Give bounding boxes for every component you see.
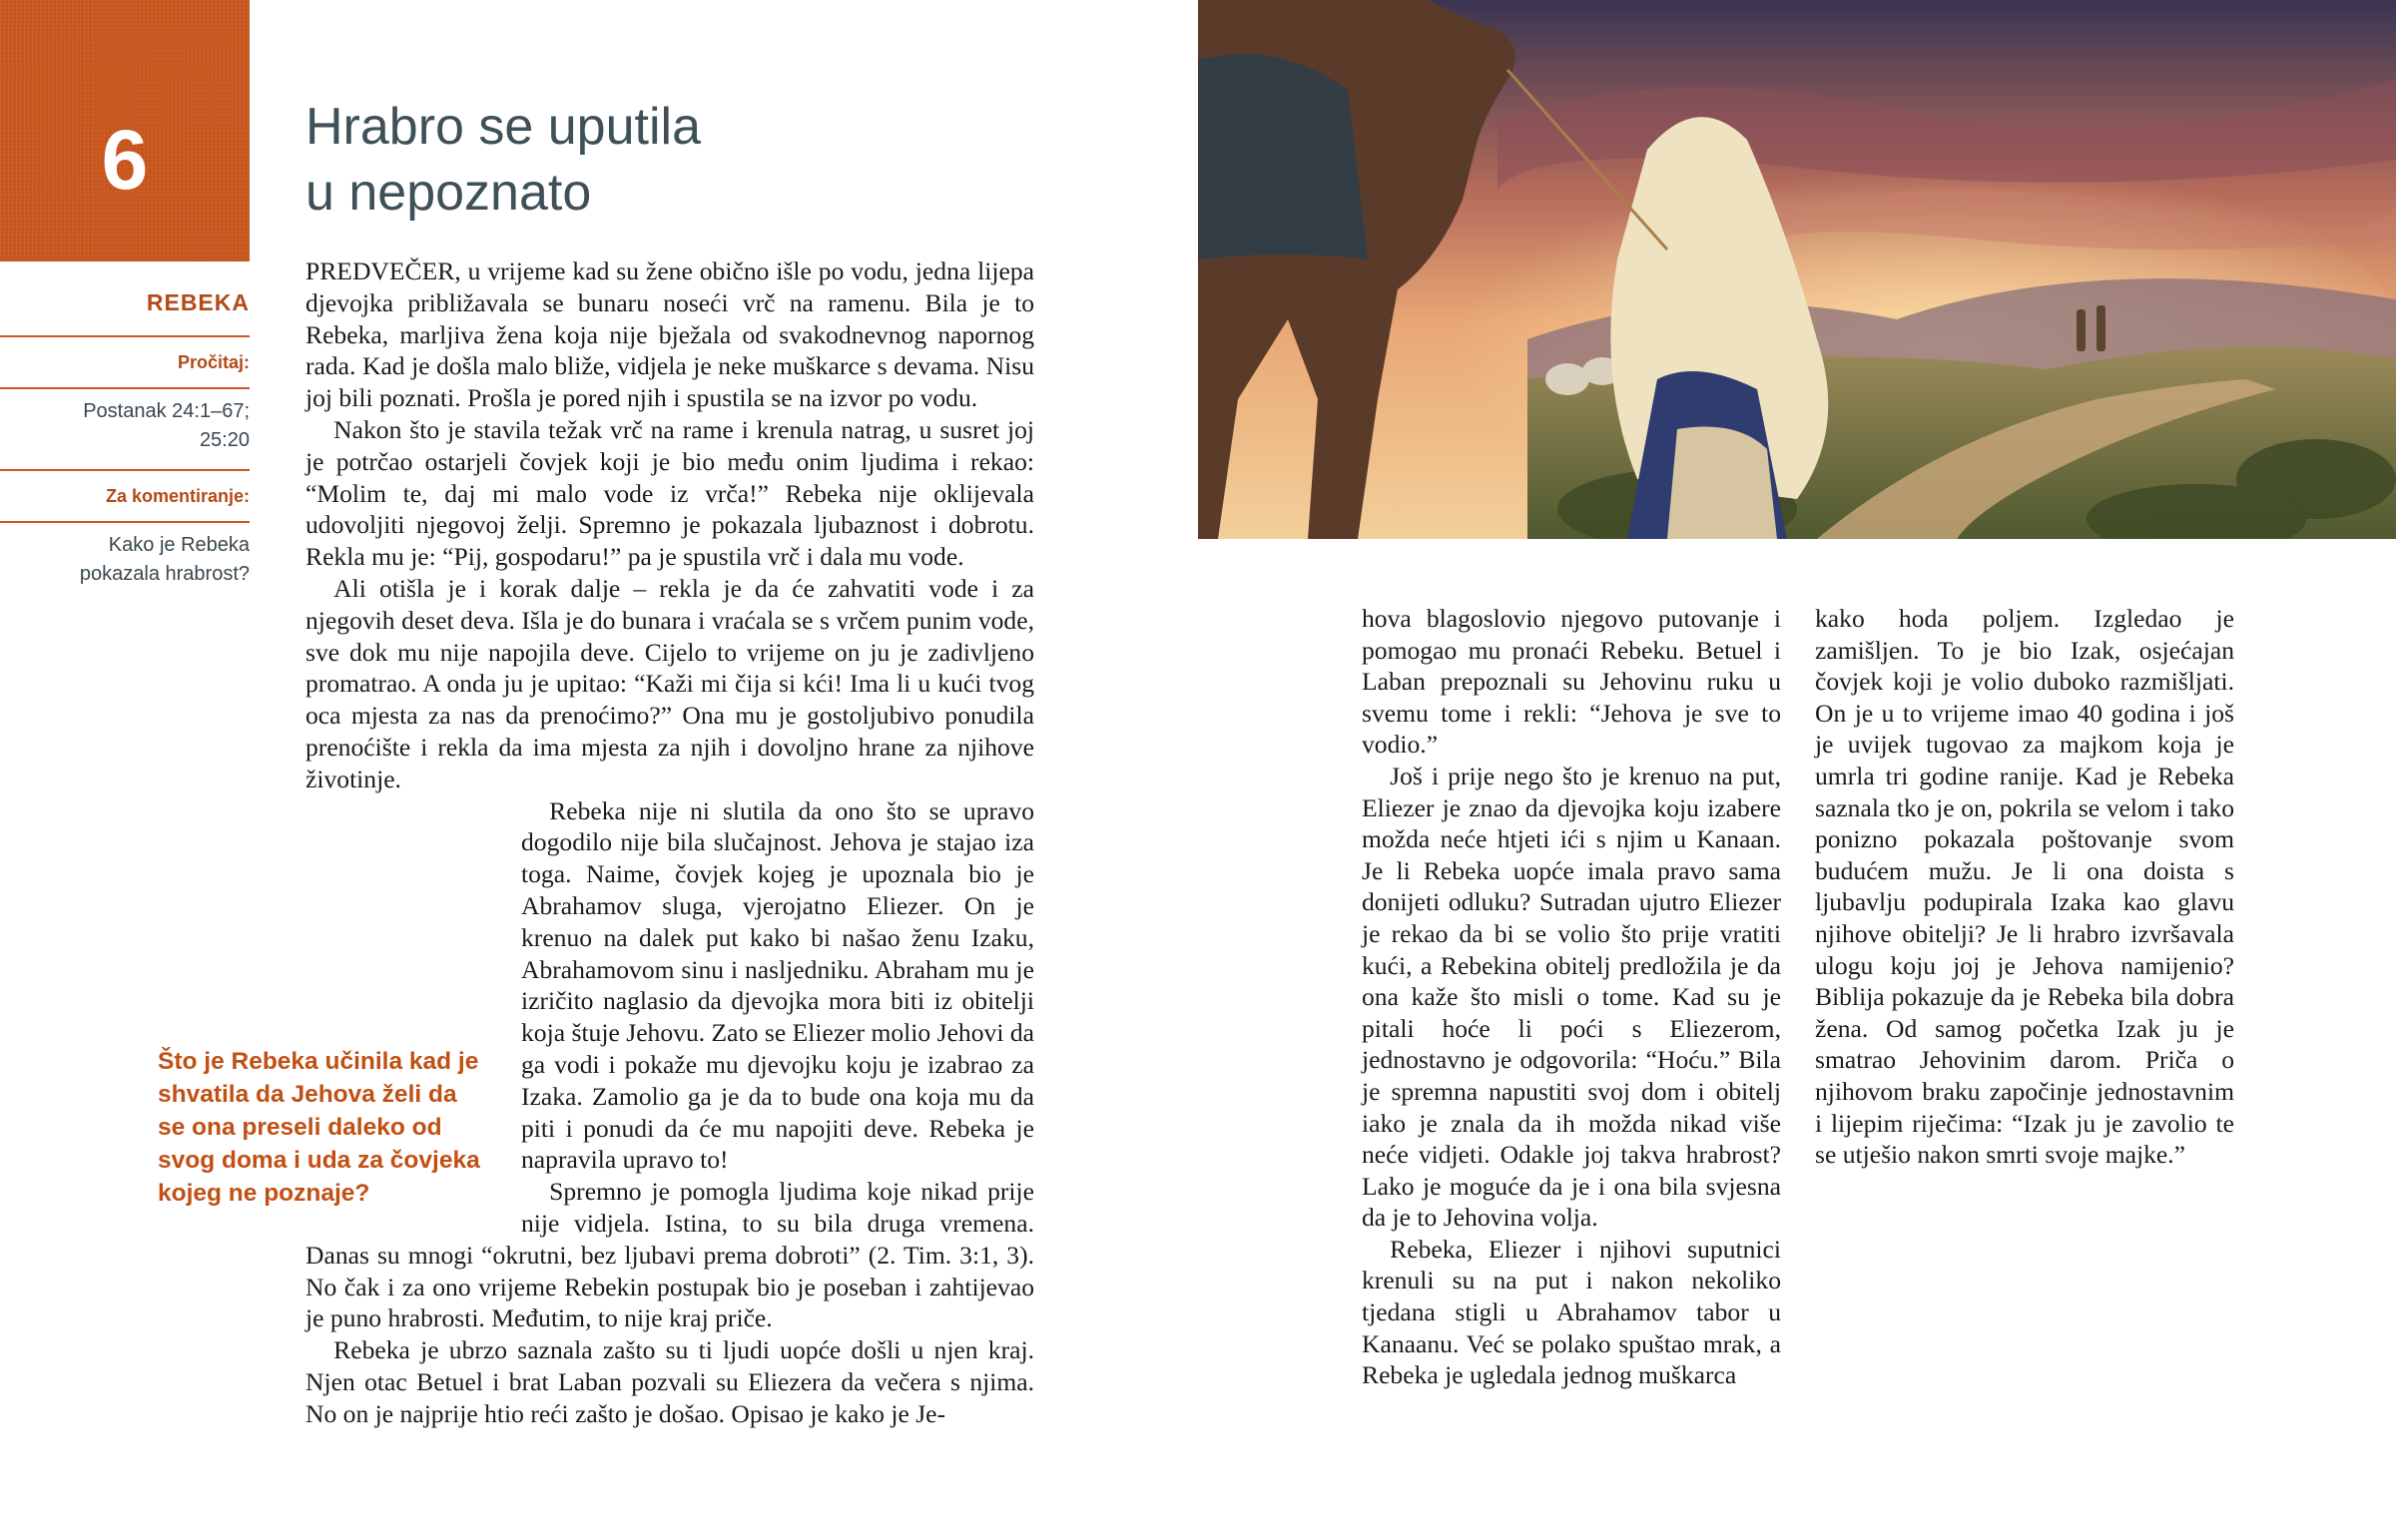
paragraph: Nakon što je stavila težak vrč na rame i krenula natrag, u susret joj je potrčao ostarjeli čovjek koji je bio među onim ljudima i rekao: “Molim te, daj mi malo vode iz vrča!” Rebeka nije oklijevala udovoljiti njegovoj želji. Spremno je pokazala ljubaznost i dobrotu. Rekla mu je: “Pij, gospodaru!” pa je spustila vrč i dala mu vode.	[305, 414, 1034, 572]
paragraph: hova blagoslovio njegovo putovanje i pomogao mu pronaći Rebeku. Betuel i Laban prepoznali su Jehovinu ruku u svemu tome i rekli: “Jehova je sve to vodio.”	[1362, 604, 1781, 760]
page-title	[305, 94, 1004, 226]
study-question: Što je Rebeka učinila kad je shvatila da Jehova želi da se ona preseli daleko od svog doma i uda za čovjeka kojeg ne poznaje?	[158, 1048, 480, 1207]
paragraph: Rebeka, Eliezer i njihovi suputnici krenuli su na put i nakon nekoliko tjedana stigli u Abrahamov tabor u Kanaanu. Već se polako spuštao mrak, a Rebeka je ugledala jednog muškarca	[1362, 1234, 1781, 1390]
chapter-number-box	[0, 0, 250, 261]
paragraph: Rebeka je ubrzo saznala zašto su ti ljudi uopće došli u njen kraj. Njen otac Betuel i brat Laban pozvali su Eliezera da večera s njima. No on je najprije htio reći zašto je došao. Opisao je kako je Je-	[305, 1335, 1034, 1428]
right-text-column	[1815, 603, 2234, 1171]
middle-text-column	[1362, 603, 1781, 1391]
discuss-question: Kako je Rebeka pokazala hrabrost?	[79, 534, 250, 585]
chapter-number: 6	[101, 113, 149, 207]
paragraph: PREDVEČER, u vrijeme kad su žene obično išle po vodu, jedna lijepa djevojka približavala se bunaru noseći vrč na ramenu. Bila je to Rebeka, marljiva žena koja nije bježala od svakodnevnog napornog rada. Kad je došla malo bliže, vidjela je neke muškarce s devama. Nisu joj bili poznati. Prošla je pored njih i spustila se na izvor po vodu.	[305, 257, 1034, 413]
left-text-column	[305, 256, 1034, 1429]
paragraph: Rebeka nije ni slutila da ono što se upravo dogodilo nije bila slučajnost. Jehova je stajao iza toga. Naime, čovjek kojeg je upoznala bio je Abrahamov sluga, vjerojatno Eliezer. On je krenuo na dalek put kako bi našao ženu Izaku, Abrahamovom sinu i nasljedniku. Abraham mu je izričito naglasio da djevojka mora biti iz obitelji koja štuje Jehovu. Zato se Eliezer molio Jehovi da ga vodi i pokaže mu djevojku koju je izabrao za Izaka. Zamolio ga je da to bude ona koja mu da piti i ponudi da će mu napojiti deve. Rebeka je napravila upravo to!	[521, 795, 1034, 1175]
rebekah-camel-illustration	[1198, 0, 2396, 539]
paragraph: kako hoda poljem. Izgledao je zamišljen. To je bio Izak, osjećajan čovjek koji je volio duboko razmišljati. On je u to vrijeme imao 40 godina i još je uvijek tugovao za majkom koja je umrla tri godine ranije. Kad je Rebeka saznala tko je on, pokrila se velom i tako ponizno pokazala poštovanje svom budućem mužu. Je li ona doista s ljubavlju podupirala Izaka kao glavu njihove obitelji? Je li hrabro izvršavala ulogu koju joj je Jehova namijenio? Biblija pokazuje da je Rebeka bila dobra žena. Od samog početka Izak ju je smatrao Jehovinim darom. Priča o njihovom braku započinje jednostavnim i lijepim riječima: “Izak ju je zavolio te se utješio nakon smrti svoje majke.”	[1815, 604, 2234, 1170]
chapter-person-name: REBEKA	[0, 261, 250, 337]
discuss-label: Za komentiranje:	[0, 471, 250, 523]
read-reference: Postanak 24:1–67; 25:20	[0, 389, 250, 471]
title-line-1: Hrabro se uputila	[305, 98, 701, 156]
paragraph: Spremno je pomogla ljudima koje nikad prije nije vidjela. Istina, to su bila druga vremena. Danas su mnogi “okrutni, bez ljubavi prema dobroti” (2. Tim. 3:1, 3). No čak i za ono vrijeme Rebekin postupak bio je poseban i zahtijevao je puno hrabrosti. Međutim, to nije kraj priče.	[305, 1177, 1034, 1333]
read-label: Pročitaj:	[0, 337, 250, 389]
paragraph: Još i prije nego što je krenuo na put, Eliezer je znao da djevojka koju izabere možda neće htjeti ići s njim u Kanaan. Je li Rebeka uopće imala pravo sama donijeti odluku? Sutradan ujutro Eliezer je rekao da bi se volio što prije vratiti kući, a Rebekina obitelj predložila je da ona kaže što misli o tome. Kad su je pitali hoće li poći s Eliezerom, jednostavno je odgovorila: “Hoću.” Bila je spremna napustiti svoj dom i obitelj iako je znala da ih možda nikad više neće vidjeti. Odakle joj takva hrabrost? Lako je moguće da je i ona bila svjesna da je to Jehovina volja.	[1362, 761, 1781, 1233]
paragraph: Ali otišla je i korak dalje – rekla je da će zahvatiti vode i za njegovih deset deva. Išla je do bunara i vraćala se s vrčem punim vode, sve dok mu nije napojila deve. Cijelo to vrijeme on ju je zadivljeno promatrao. A onda ju je upitao: “Kaži mi čija si kći! Ima li u kući tvog oca mjesta za nas da prenoćimo?” Ona mu je gostoljubivo ponudila prenoćište i rekla da ima mjesta za njih i dovoljno hrane za njihove životinje.	[305, 573, 1034, 793]
title-line-2: u nepoznato	[305, 164, 592, 222]
chapter-sidebar	[0, 261, 250, 603]
woman-apron	[1667, 427, 1777, 540]
